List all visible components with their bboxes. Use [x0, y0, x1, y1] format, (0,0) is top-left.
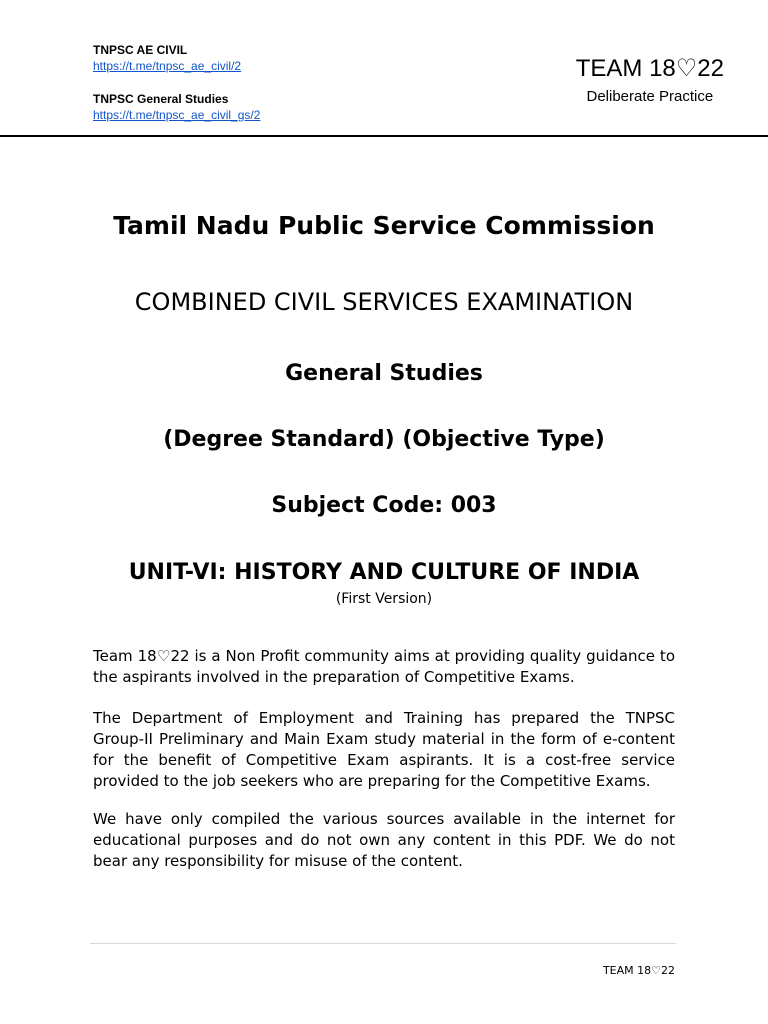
- intro-paragraph: Team 18♡22 is a Non Profit community aims at providing quality guidance to the aspirants involved in the preparation of Competitive Exams.: [93, 647, 675, 686]
- team-tagline: Deliberate Practice: [586, 88, 714, 105]
- department-paragraph: The Department of Employment and Training has prepared the TNPSC Group-II Preliminary and Main Exam study material in the form of e-content for the benefit of Competitive Exam aspirants. It is a cost-free service provided to the job seekers who are preparing for the Competitive Exams.: [93, 709, 675, 790]
- footer-team-name: TEAM 18♡22: [602, 964, 675, 977]
- team-name: TEAM 18♡22: [575, 55, 724, 82]
- channel-label-general-studies: TNPSC General Studies: [93, 92, 229, 106]
- commission-title: Tamil Nadu Public Service Commission: [113, 211, 655, 240]
- subject-code: Subject Code: 003: [271, 493, 497, 518]
- header-divider: [0, 135, 768, 137]
- channel-link-civil[interactable]: https://t.me/tnpsc_ae_civil/2: [93, 59, 242, 73]
- studies-title: General Studies: [285, 361, 483, 386]
- header-links: [93, 42, 260, 123]
- unit-title: UNIT-VI: HISTORY AND CULTURE OF INDIA: [128, 560, 640, 585]
- team-branding: [576, 54, 724, 107]
- channel-label-civil: TNPSC AE CIVIL: [93, 43, 188, 57]
- channel-link-general-studies[interactable]: https://t.me/tnpsc_ae_civil_gs/2: [93, 108, 261, 122]
- version-label: (First Version): [335, 591, 433, 607]
- exam-title: COMBINED CIVIL SERVICES EXAMINATION: [134, 288, 634, 316]
- footer-divider: [90, 943, 676, 944]
- disclaimer-paragraph: We have only compiled the various sources available in the internet for educational purposes and do not own any content in this PDF. We do not bear any responsibility for misuse of the content.: [93, 810, 675, 870]
- standard-subtitle: (Degree Standard) (Objective Type): [163, 427, 605, 452]
